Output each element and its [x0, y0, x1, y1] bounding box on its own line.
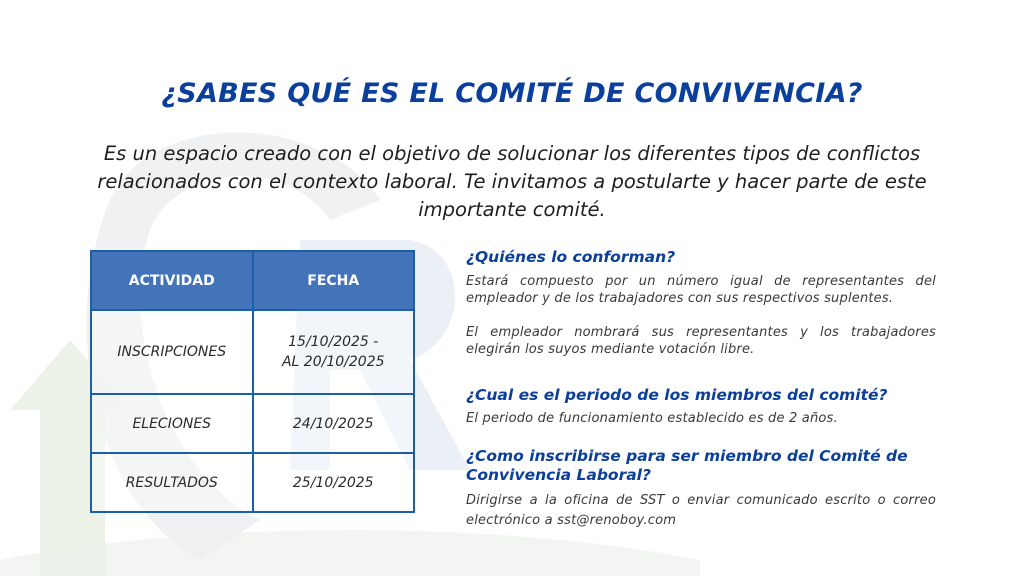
info-panel [466, 248, 936, 531]
signup-text: Dirigirse a la oficina de SST o enviar comunicado escrito o correo electrónico a sst@renoboy.com [466, 493, 936, 528]
period-heading: ¿Cual es el periodo de los miembros del comité? [466, 386, 888, 404]
date-cell [253, 310, 415, 394]
members-heading: ¿Quiénes lo conforman? [466, 248, 676, 266]
activities-table [90, 250, 415, 513]
table-row [91, 394, 414, 453]
table-row [91, 310, 414, 394]
page-title: ¿SABES QUÉ ES EL COMITÉ DE CONVIVENCIA? [161, 78, 863, 109]
date-cell: 24/10/2025 [253, 394, 415, 453]
date-line: 15/10/2025 - [288, 334, 379, 350]
period-text: El periodo de funcionamiento establecido es de 2 años. [466, 411, 838, 426]
activity-cell: RESULTADOS [91, 453, 253, 512]
members-text-1: Estará compuesto por un número igual de representantes del empleador y de los trabajadores con sus respectivos suplentes. [466, 274, 936, 306]
header-date: FECHA [253, 251, 415, 310]
table-row [91, 453, 414, 512]
activity-cell: ELECIONES [91, 394, 253, 453]
signup-heading: ¿Como inscribirse para ser miembro del Comité de Convivencia Laboral? [466, 447, 908, 484]
date-cell: 25/10/2025 [253, 453, 415, 512]
date-line: AL 20/10/2025 [281, 354, 385, 370]
table-header-row [91, 251, 414, 310]
header-activity: ACTIVIDAD [91, 251, 253, 310]
members-text-2: El empleador nombrará sus representantes y los trabajadores elegirán los suyos mediante votación libre. [466, 325, 936, 357]
activity-cell: INSCRIPCIONES [91, 310, 253, 394]
intro-paragraph: Es un espacio creado con el objetivo de solucionar los diferentes tipos de conflictos relacionados con el contexto laboral. Te invitamos a postularte y hacer parte de este importante comité. [97, 142, 927, 221]
